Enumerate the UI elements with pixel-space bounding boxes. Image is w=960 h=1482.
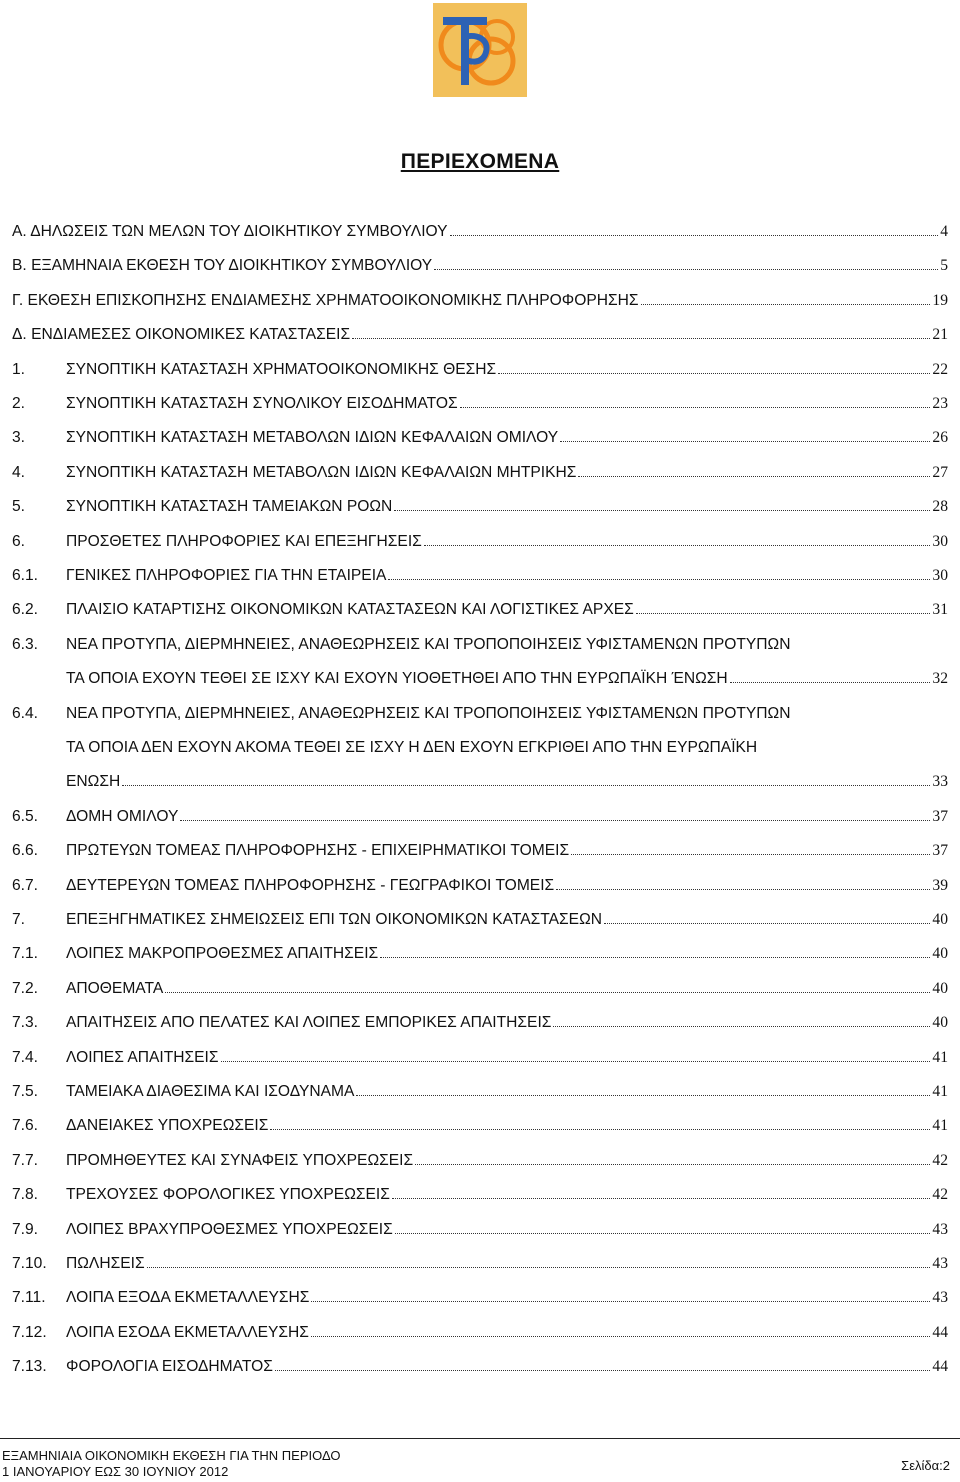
toc-entry-title: ΣΥΝΟΠΤΙΚΗ ΚΑΤΑΣΤΑΣΗ ΣΥΝΟΛΙΚΟΥ ΕΙΣΟΔΗΜΑΤΟΣ bbox=[66, 395, 458, 412]
toc-entry-title: ΕΝΩΣΗ bbox=[66, 773, 121, 791]
toc-entry-page: 43 bbox=[932, 1255, 948, 1272]
toc-dot-leader bbox=[165, 992, 930, 993]
toc-entry[interactable] bbox=[12, 497, 948, 531]
toc-entry-title: ΠΡΟΣΘΕΤΕΣ ΠΛΗΡΟΦΟΡΙΕΣ ΚΑΙ ΕΠΕΞΗΓΗΣΕΙΣ bbox=[66, 532, 422, 550]
toc-entry-title: ΛΟΙΠΕΣ ΒΡΑΧΥΠΡΟΘΕΣΜΕΣ ΥΠΟΧΡΕΩΣΕΙΣ bbox=[66, 1220, 393, 1238]
toc-entry[interactable] bbox=[12, 1357, 948, 1391]
toc-entry-number: 7.12. bbox=[12, 1323, 47, 1341]
toc-entry[interactable] bbox=[12, 325, 948, 359]
toc-entry-title: ΔΑΝΕΙΑΚΕΣ ΥΠΟΧΡΕΩΣΕΙΣ bbox=[66, 1117, 269, 1135]
toc-entry-number: 7.4. bbox=[12, 1048, 39, 1066]
toc-entry[interactable] bbox=[12, 1220, 948, 1254]
toc-dot-leader bbox=[730, 682, 931, 683]
toc-dot-leader bbox=[394, 510, 930, 511]
toc-entry-title: ΤΑ ΟΠΟΙΑ ΕΧΟΥΝ ΤΕΘΕΙ ΣΕ ΙΣΧΥ ΚΑΙ ΕΧΟΥΝ ΥΙΟΘΕΤΗΘΕΙ ΑΠΟ ΤΗΝ ΕΥΡΩΠΑΪΚΗ ΈΝΩΣΗ bbox=[66, 670, 728, 688]
toc-dot-leader bbox=[180, 820, 930, 821]
toc-dot-leader bbox=[392, 1198, 931, 1199]
toc-entry[interactable] bbox=[12, 1151, 948, 1185]
toc-dot-leader bbox=[450, 235, 939, 236]
toc-entry-page: 41 bbox=[932, 1083, 948, 1100]
toc-dot-leader bbox=[356, 1095, 930, 1096]
toc-entry-number: 6.1. bbox=[12, 567, 39, 584]
toc-entry-page: 19 bbox=[932, 291, 948, 309]
toc-entry[interactable] bbox=[12, 566, 948, 600]
toc-entry[interactable] bbox=[12, 222, 948, 256]
toc-entry-page: 40 bbox=[932, 1014, 948, 1032]
toc-entry-number: 5. bbox=[12, 498, 26, 516]
toc-entry[interactable] bbox=[12, 532, 948, 566]
toc-entry-title: Γ. ΕΚΘΕΣΗ ΕΠΙΣΚΟΠΗΣΗΣ ΕΝΔΙΑΜΕΣΗΣ ΧΡΗΜΑΤΟΟΙΚΟΝΟΜΙΚΗΣ ΠΛΗΡΟΦΟΡΗΣΗΣ bbox=[12, 291, 639, 309]
toc-entry-page: 39 bbox=[932, 876, 948, 894]
toc-entry-page: 40 bbox=[932, 911, 948, 928]
toc-dot-leader bbox=[311, 1301, 930, 1302]
toc-entry-title: ΕΠΕΞΗΓΗΜΑΤΙΚΕΣ ΣΗΜΕΙΩΣΕΙΣ ΕΠΙ ΤΩΝ ΟΙΚΟΝΟΜΙΚΩΝ ΚΑΤΑΣΤΑΣΕΩΝ bbox=[66, 911, 602, 928]
toc-entry[interactable] bbox=[12, 807, 948, 841]
toc-entry-page: 40 bbox=[932, 945, 948, 963]
toc-entry-title: ΠΡΟΜΗΘΕΥΤΕΣ ΚΑΙ ΣΥΝΑΦΕΙΣ ΥΠΟΧΡΕΩΣΕΙΣ bbox=[66, 1151, 414, 1169]
toc-title: ΠΕΡΙΕΧΟΜΕΝΑ bbox=[400, 150, 560, 173]
toc-entry-text-line: ΤΑ ΟΠΟΙΑ ΔΕΝ ΕΧΟΥΝ ΑΚΟΜΑ ΤΕΘΕΙ ΣΕ ΙΣΧΥ Η ΔΕΝ ΕΧΟΥΝ ΕΓΚΡΙΘΕΙ ΑΠΟ ΤΗΝ ΕΥΡΩΠΑΪΚΗ bbox=[66, 738, 758, 756]
toc-entry-page: 40 bbox=[932, 979, 948, 997]
toc-entry-title: ΦΟΡΟΛΟΓΙΑ ΕΙΣΟΔΗΜΑΤΟΣ bbox=[66, 1358, 273, 1376]
footer-line-1: ΕΞΑΜΗΝΙΑΙΑ ΟΙΚΟΝΟΜΙΚΗ ΕΚΘΕΣΗ ΓΙΑ ΤΗΝ ΠΕΡΙΟΔΟ bbox=[2, 1448, 341, 1463]
toc-dot-leader bbox=[460, 407, 931, 408]
company-logo bbox=[433, 3, 527, 97]
toc-entry-number: 6.7. bbox=[12, 876, 39, 894]
toc-entry-title: ΣΥΝΟΠΤΙΚΗ ΚΑΤΑΣΤΑΣΗ ΜΕΤΑΒΟΛΩΝ ΙΔΙΩΝ ΚΕΦΑΛΑΙΩΝ ΟΜΙΛΟΥ bbox=[66, 429, 559, 447]
toc-entry-page: 42 bbox=[932, 1186, 948, 1204]
toc-entry-title: ΠΡΩΤΕΥΩΝ ΤΟΜΕΑΣ ΠΛΗΡΟΦΟΡΗΣΗΣ - ΕΠΙΧΕΙΡΗΜΑΤΙΚΟΙ ΤΟΜΕΙΣ bbox=[66, 842, 570, 860]
toc-dot-leader bbox=[395, 1233, 931, 1234]
toc-entry-title: ΛΟΙΠΕΣ ΜΑΚΡΟΠΡΟΘΕΣΜΕΣ ΑΠΑΙΤΗΣΕΙΣ bbox=[66, 945, 379, 963]
toc-dot-leader bbox=[604, 923, 930, 924]
footer-rule bbox=[0, 1438, 960, 1439]
footer-report-title bbox=[2, 1448, 340, 1480]
toc-entry[interactable] bbox=[12, 1048, 948, 1082]
toc-dot-leader bbox=[380, 957, 930, 958]
toc-dot-leader bbox=[553, 1026, 930, 1027]
toc-entry-number: 7.9. bbox=[12, 1220, 39, 1238]
toc-entry[interactable] bbox=[12, 704, 948, 807]
toc-entry-title: ΠΛΑΙΣΙΟ ΚΑΤΑΡΤΙΣΗΣ ΟΙΚΟΝΟΜΙΚΩΝ ΚΑΤΑΣΤΑΣΕΩΝ ΚΑΙ ΛΟΓΙΣΤΙΚΕΣ ΑΡΧΕΣ bbox=[66, 601, 634, 619]
toc-entry[interactable] bbox=[12, 1082, 948, 1116]
toc-entry-title: Δ. ΕΝΔΙΑΜΕΣΕΣ ΟΙΚΟΝΟΜΙΚΕΣ ΚΑΤΑΣΤΑΣΕΙΣ bbox=[12, 326, 351, 344]
toc-entry-number: 6. bbox=[12, 532, 26, 550]
toc-entry-title: ΛΟΙΠΕΣ ΑΠΑΙΤΗΣΕΙΣ bbox=[66, 1048, 219, 1066]
toc-dot-leader bbox=[424, 545, 931, 546]
toc-entry-title: ΔΟΜΗ ΟΜΙΛΟΥ bbox=[66, 807, 179, 825]
toc-entry[interactable] bbox=[12, 360, 948, 394]
toc-entry-page: 32 bbox=[932, 670, 948, 688]
toc-entry-number: 7.2. bbox=[12, 979, 39, 997]
toc-entry-title: ΔΕΥΤΕΡΕΥΩΝ ΤΟΜΕΑΣ ΠΛΗΡΟΦΟΡΗΣΗΣ - ΓΕΩΓΡΑΦΙΚΟΙ ΤΟΜΕΙΣ bbox=[66, 876, 555, 894]
toc-dot-leader bbox=[147, 1267, 931, 1268]
toc-entry[interactable] bbox=[12, 428, 948, 462]
toc-dot-leader bbox=[415, 1164, 930, 1165]
toc-entry-page: 37 bbox=[932, 842, 948, 860]
toc-entry-page: 31 bbox=[932, 601, 948, 619]
toc-dot-leader bbox=[434, 269, 938, 270]
toc-entry[interactable] bbox=[12, 635, 948, 704]
toc-entry-number: 6.6. bbox=[12, 842, 39, 860]
toc-dot-leader bbox=[498, 373, 930, 374]
toc-entry-title: ΤΡΕΧΟΥΣΕΣ ΦΟΡΟΛΟΓΙΚΕΣ ΥΠΟΧΡΕΩΣΕΙΣ bbox=[66, 1186, 390, 1204]
toc-entry-number: 4. bbox=[12, 463, 26, 481]
toc-entry-page: 42 bbox=[932, 1151, 948, 1169]
toc-dot-leader bbox=[221, 1061, 931, 1062]
toc-entry-number: 7.11. bbox=[12, 1289, 46, 1307]
toc-entry-page: 41 bbox=[932, 1117, 948, 1135]
toc-dot-leader bbox=[311, 1336, 930, 1337]
toc-entry-title: Β. ΕΞΑΜΗΝΑΙΑ ΕΚΘΕΣΗ ΤΟΥ ΔΙΟΙΚΗΤΙΚΟΥ ΣΥΜΒΟΥΛΙΟΥ bbox=[12, 257, 433, 275]
toc-dot-leader bbox=[270, 1129, 930, 1130]
toc-entry-number: 1. bbox=[12, 360, 26, 378]
toc-entry-page: 44 bbox=[932, 1323, 948, 1341]
toc-entry[interactable] bbox=[12, 1323, 948, 1357]
toc-dot-leader bbox=[636, 613, 931, 614]
footer-page-number: Σελίδα:2 bbox=[901, 1458, 950, 1473]
toc-entry[interactable] bbox=[12, 1288, 948, 1322]
footer-line-2: 1 ΙΑΝΟΥΑΡΙΟΥ ΕΩΣ 30 ΙΟΥΝΙΟΥ 2012 bbox=[2, 1464, 229, 1479]
toc-entry[interactable] bbox=[12, 1116, 948, 1150]
toc-entry-title: ΣΥΝΟΠΤΙΚΗ ΚΑΤΑΣΤΑΣΗ ΤΑΜΕΙΑΚΩΝ ΡΟΩΝ bbox=[66, 498, 393, 516]
toc-dot-leader bbox=[560, 441, 930, 442]
toc-entry-page: 22 bbox=[932, 360, 948, 378]
toc-entry-page: 27 bbox=[932, 463, 948, 481]
toc-entry-number: 6.4. bbox=[12, 704, 39, 722]
toc-entry-title: ΛΟΙΠΑ ΕΞΟΔΑ ΕΚΜΕΤΑΛΛΕΥΣΗΣ bbox=[66, 1289, 310, 1307]
toc-entry[interactable] bbox=[12, 600, 948, 634]
toc-entry-number: 7.3. bbox=[12, 1014, 39, 1032]
toc-entry[interactable] bbox=[12, 841, 948, 875]
toc-entry-title: ΤΑΜΕΙΑΚΑ ΔΙΑΘΕΣΙΜΑ ΚΑΙ ΙΣΟΔΥΝΑΜΑ bbox=[66, 1083, 355, 1100]
toc-entry-number: 7. bbox=[12, 911, 26, 928]
toc-entry-title: ΠΩΛΗΣΕΙΣ bbox=[66, 1255, 145, 1272]
toc-entry-title: ΑΠΟΘΕΜΑΤΑ bbox=[66, 979, 164, 997]
toc-entry-number: 2. bbox=[12, 395, 26, 412]
toc-entry-page: 30 bbox=[932, 532, 948, 550]
toc-entry[interactable] bbox=[12, 1254, 948, 1288]
toc-entry-title: ΓΕΝΙΚΕΣ ΠΛΗΡΟΦΟΡΙΕΣ ΓΙΑ ΤΗΝ ΕΤΑΙΡΕΙΑ bbox=[66, 567, 387, 584]
toc-entry-page: 5 bbox=[940, 257, 948, 275]
toc-dot-leader bbox=[578, 476, 930, 477]
toc-entry-number: 6.3. bbox=[12, 635, 39, 653]
toc-entry-page: 33 bbox=[932, 773, 948, 791]
toc-entry-page: 4 bbox=[940, 223, 948, 240]
toc-entry-title: ΣΥΝΟΠΤΙΚΗ ΚΑΤΑΣΤΑΣΗ ΜΕΤΑΒΟΛΩΝ ΙΔΙΩΝ ΚΕΦΑΛΑΙΩΝ ΜΗΤΡΙΚΗΣ bbox=[66, 463, 577, 481]
toc-dot-leader bbox=[641, 304, 931, 305]
toc-entry-title: ΛΟΙΠΑ ΕΣΟΔΑ ΕΚΜΕΤΑΛΛΕΥΣΗΣ bbox=[66, 1323, 309, 1341]
toc-entry[interactable] bbox=[12, 876, 948, 910]
toc-dot-leader bbox=[556, 889, 930, 890]
toc-entry-page: 43 bbox=[932, 1220, 948, 1238]
toc-entry-text-line: ΝΕΑ ΠΡΟΤΥΠΑ, ΔΙΕΡΜΗΝΕΙΕΣ, ΑΝΑΘΕΩΡΗΣΕΙΣ ΚΑΙ ΤΡΟΠΟΠΟΙΗΣΕΙΣ ΥΦΙΣΤΑΜΕΝΩΝ ΠΡΟΤΥΠΩΝ bbox=[66, 704, 791, 722]
toc-entry-number: 7.7. bbox=[12, 1151, 39, 1169]
page-footer bbox=[0, 1438, 960, 1482]
toc-entry[interactable] bbox=[12, 463, 948, 497]
toc-entry-number: 7.5. bbox=[12, 1083, 39, 1100]
toc-entry[interactable] bbox=[12, 910, 948, 944]
toc-dot-leader bbox=[352, 338, 930, 339]
toc-entry-page: 30 bbox=[932, 567, 948, 584]
toc-entry-title: ΣΥΝΟΠΤΙΚΗ ΚΑΤΑΣΤΑΣΗ ΧΡΗΜΑΤΟΟΙΚΟΝΟΜΙΚΗΣ ΘΕΣΗΣ bbox=[66, 360, 497, 378]
toc-entry-page: 23 bbox=[932, 395, 948, 412]
toc-entry-title: ΑΠΑΙΤΗΣΕΙΣ ΑΠΟ ΠΕΛΑΤΕΣ ΚΑΙ ΛΟΙΠΕΣ ΕΜΠΟΡΙΚΕΣ ΑΠΑΙΤΗΣΕΙΣ bbox=[66, 1014, 552, 1032]
toc-dot-leader bbox=[388, 579, 930, 580]
toc-entry-number: 3. bbox=[12, 429, 26, 447]
toc-entry-number: 7.13. bbox=[12, 1358, 47, 1376]
toc-entry-number: 7.6. bbox=[12, 1117, 39, 1135]
toc-entry-text-line: ΝΕΑ ΠΡΟΤΥΠΑ, ΔΙΕΡΜΗΝΕΙΕΣ, ΑΝΑΘΕΩΡΗΣΕΙΣ ΚΑΙ ΤΡΟΠΟΠΟΙΗΣΕΙΣ ΥΦΙΣΤΑΜΕΝΩΝ ΠΡΟΤΥΠΩΝ bbox=[66, 635, 791, 653]
toc-dot-leader bbox=[275, 1370, 930, 1371]
toc-entry[interactable] bbox=[12, 979, 948, 1013]
toc-entry-title: Α. ΔΗΛΩΣΕΙΣ ΤΩΝ ΜΕΛΩΝ ΤΟΥ ΔΙΟΙΚΗΤΙΚΟΥ ΣΥΜΒΟΥΛΙΟΥ bbox=[12, 223, 448, 240]
toc-dot-leader bbox=[122, 785, 930, 786]
toc-entry-page: 28 bbox=[932, 498, 948, 516]
toc-entry[interactable] bbox=[12, 944, 948, 978]
toc-entry[interactable] bbox=[12, 394, 948, 428]
toc-entry-page: 43 bbox=[932, 1289, 948, 1307]
toc-entry-page: 21 bbox=[932, 326, 948, 344]
toc-entry[interactable] bbox=[12, 256, 948, 290]
toc-entry-page: 26 bbox=[932, 429, 948, 447]
toc-entry-page: 41 bbox=[932, 1048, 948, 1066]
toc-dot-leader bbox=[571, 854, 930, 855]
toc-entry-number: 6.2. bbox=[12, 601, 39, 619]
toc-entry[interactable] bbox=[12, 1185, 948, 1219]
toc-entry-number: 7.1. bbox=[12, 945, 39, 963]
toc-entry[interactable] bbox=[12, 1013, 948, 1047]
toc-entry-page: 44 bbox=[932, 1358, 948, 1376]
toc-entry-page: 37 bbox=[932, 807, 948, 825]
toc-entry-number: 7.8. bbox=[12, 1186, 39, 1204]
toc-entry[interactable] bbox=[12, 291, 948, 325]
toc-entry-number: 6.5. bbox=[12, 807, 39, 825]
toc-entry-number: 7.10. bbox=[12, 1255, 47, 1272]
